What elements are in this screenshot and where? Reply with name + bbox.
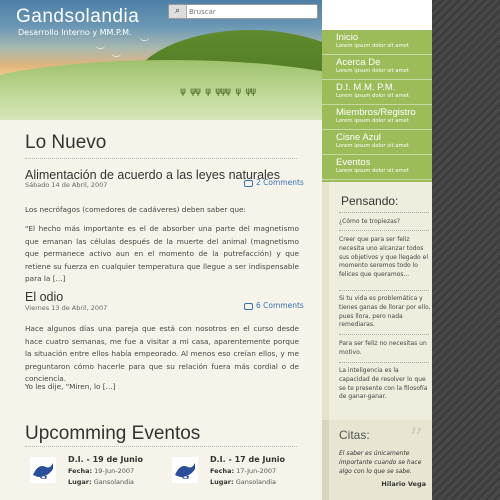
nav-item-inicio[interactable] <box>322 30 432 55</box>
swan-logo-icon <box>172 457 198 483</box>
site-subtitle: Desarrollo Interno y MM.P.M. <box>18 28 132 37</box>
pensando-text: La inteligencia es la capacidad de resolver lo que se te presente con la filosofía de ganar-ganar. <box>339 367 428 401</box>
nav-label: Cisne Azul <box>336 132 381 143</box>
divider <box>339 290 429 291</box>
citas-author: Hilario Vega <box>381 480 426 488</box>
nav-sub: Lorem ipsum dolor sit amet <box>336 43 409 49</box>
comments-count: 6 Comments <box>256 301 304 310</box>
bird-icon: ︶ <box>112 55 122 65</box>
pensando-title: Pensando: <box>341 194 399 208</box>
nav-sub: Lorem ipsum dolor sit amet <box>336 143 409 149</box>
event-lugar: Lugar: Gansolandia <box>68 478 135 486</box>
nav-sub: Lorem ipsum dolor sit amet <box>336 118 409 124</box>
nav-item-eventos[interactable] <box>322 155 432 180</box>
nav-label: Eventos <box>336 157 371 168</box>
event-item[interactable] <box>172 455 302 495</box>
divider <box>25 158 297 159</box>
post-title[interactable]: El odio <box>25 290 64 304</box>
event-title: D.I. - 17 de Junio <box>210 455 286 464</box>
header-landscape <box>0 0 322 120</box>
sidebar-top-spacer <box>322 0 432 30</box>
post-paragraph: Yo les dije, "Miren, lo [...] <box>25 382 116 391</box>
event-lugar: Lugar: Gansolandia <box>210 478 277 486</box>
divider <box>339 334 429 335</box>
nav-item-cisne-azul[interactable] <box>322 130 432 155</box>
comments-count: 2 Comments <box>256 178 304 187</box>
comments-link[interactable] <box>244 301 304 310</box>
section-title-lo-nuevo: Lo Nuevo <box>25 132 107 153</box>
event-title: D.I. - 19 de Junio <box>68 455 144 464</box>
post-title[interactable]: Alimentación de acuerdo a las leyes naturales <box>25 168 281 182</box>
post-paragraph: "El hecho más importante es el de absorber una parte del magnetismo que emanan las células después de la muerte del animal (magnetismo que permanece activo aun en el momento de la putrefacción) y que retiene su fuerza en cualquier temperatura que llegue a ser indispensable para la [...] <box>25 224 299 284</box>
search-icon[interactable]: ⌕ <box>169 5 187 18</box>
main-nav <box>322 30 432 182</box>
pensando-text: Creer que para ser feliz necesita uno alcanzar todos sus objetivos y que llegado el momento seremos todo lo felices que queramos... <box>339 236 428 279</box>
pensando-text: ¿Cómo te tropiezas? <box>339 218 401 225</box>
striped-background <box>432 0 500 500</box>
event-fecha: Fecha: 19-Jun-2007 <box>68 467 135 475</box>
bird-icon: ︶ <box>140 39 150 49</box>
pensando-text: Para ser feliz no necesitas un motivo. <box>339 340 427 356</box>
comment-icon <box>244 180 253 187</box>
citas-panel <box>322 420 432 500</box>
search-input[interactable] <box>189 5 315 18</box>
post-paragraph: Los necrófagos (comedores de cadáveres) deben saber que: <box>25 205 246 214</box>
bird-icon: ︶ <box>96 47 106 57</box>
section-title-eventos: Upcomming Eventos <box>25 423 201 444</box>
post-date: Sábado 14 de Abril, 2007 <box>25 181 108 189</box>
event-item[interactable] <box>30 455 160 495</box>
nav-label: Inicio <box>336 32 359 43</box>
nav-item-acerca-de[interactable] <box>322 55 432 80</box>
post-paragraph: Hace algunos días una pareja que está con nosotros en el curso desde hace cuatro semanas, me fue a visitar a mi casa, aparentemente porque la situación entre ellos había empeorado. Al menos eso creían ellos, y me preguntaron cómo hacerle para que su relación fuera más cordial o de conciencia. <box>25 324 299 384</box>
divider <box>339 230 429 231</box>
comments-link[interactable] <box>244 178 304 187</box>
nav-label: Miembros/Registro <box>336 107 416 118</box>
svg-text:G: G <box>181 470 190 482</box>
nav-item-miembros[interactable] <box>322 105 432 130</box>
comment-icon <box>244 303 253 310</box>
pensando-panel <box>322 182 432 420</box>
nav-label: D.I. M.M. P.M. <box>336 82 396 93</box>
site-title[interactable]: Gandsolandia <box>16 6 140 27</box>
divider <box>25 446 297 447</box>
hill-front <box>0 60 322 120</box>
pensando-text: Si tu vida es problemática y tienes ganas de llorar por ello, pues llora, pero nada remediaras. <box>339 295 431 329</box>
quote-mark-icon: ” <box>409 422 424 455</box>
event-fecha: Fecha: 17-Jun-2007 <box>210 467 277 475</box>
post-date: Viernes 13 de Abril, 2007 <box>25 304 108 312</box>
svg-text:G: G <box>39 470 48 482</box>
nav-sub: Lorem ipsum dolor sit amet <box>336 93 409 99</box>
search-box <box>168 4 318 19</box>
nav-item-di-mm-pm[interactable] <box>322 80 432 105</box>
citas-title: Citas: <box>339 428 370 442</box>
nav-sub: Lorem ipsum dolor sit amet <box>336 68 409 74</box>
swan-logo-icon <box>30 457 56 483</box>
divider <box>339 362 429 363</box>
nav-label: Acerca De <box>336 57 381 68</box>
divider <box>339 212 429 213</box>
nav-sub: Lorem ipsum dolor sit amet <box>336 168 409 174</box>
grass-decoration: ψ ψψ ψ ψψψ ψ ψψ <box>180 86 256 97</box>
citas-text: El saber es únicamente importante cuando se hace algo con lo que se sabe. <box>339 450 422 475</box>
